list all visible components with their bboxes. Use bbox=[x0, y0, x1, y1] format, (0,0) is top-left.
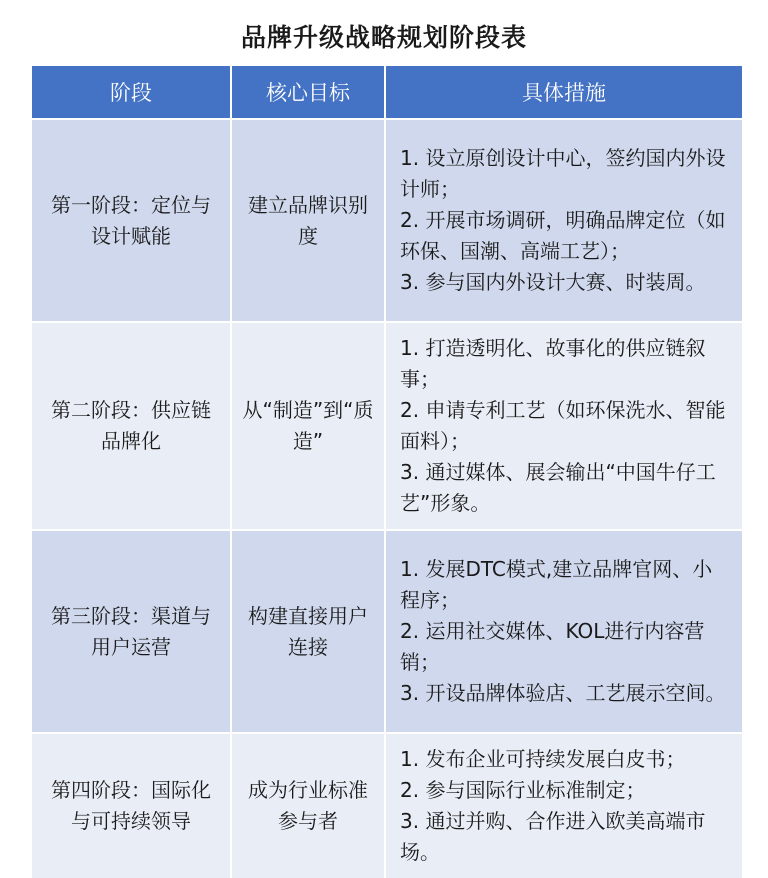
goal-cell: 从“制造”到“质造” bbox=[231, 322, 385, 530]
table-row bbox=[32, 322, 742, 530]
measure-item: 2. 参与国际行业标准制定； bbox=[400, 778, 646, 802]
measure-item: 3. 参与国内外设计大赛、时装周。 bbox=[400, 270, 706, 294]
measures-cell bbox=[385, 733, 742, 878]
header-stage: 阶段 bbox=[32, 66, 231, 119]
measures-cell bbox=[385, 530, 742, 733]
measure-item: 2. 开展市场调研，明确品牌定位（如环保、国潮、高端工艺）； bbox=[400, 208, 726, 263]
measures-cell bbox=[385, 322, 742, 530]
measure-item: 3. 开设品牌体验店、工艺展示空间。 bbox=[400, 681, 726, 705]
header-goal: 核心目标 bbox=[231, 66, 385, 119]
table-row bbox=[32, 119, 742, 322]
goal-cell: 建立品牌识别度 bbox=[231, 119, 385, 322]
table-row bbox=[32, 530, 742, 733]
measure-item: 1. 发布企业可持续发展白皮书； bbox=[400, 747, 686, 771]
stage-cell: 第二阶段：供应链品牌化 bbox=[32, 322, 231, 530]
table-row bbox=[32, 733, 742, 878]
measure-item: 2. 运用社交媒体、KOL进行内容营销； bbox=[400, 619, 705, 674]
measure-item: 2. 申请专利工艺（如环保洗水、智能面料）； bbox=[400, 398, 726, 453]
measure-item: 3. 通过并购、合作进入欧美高端市场。 bbox=[400, 809, 706, 864]
measure-item: 1. 发展DTC模式,建立品牌官网、小程序； bbox=[400, 557, 713, 612]
goal-cell: 构建直接用户连接 bbox=[231, 530, 385, 733]
measure-item: 1. 打造透明化、故事化的供应链叙事； bbox=[400, 336, 706, 391]
strategy-table bbox=[32, 66, 742, 878]
stage-cell: 第四阶段：国际化与可持续领导 bbox=[32, 733, 231, 878]
goal-cell: 成为行业标准参与者 bbox=[231, 733, 385, 878]
stage-cell: 第三阶段：渠道与用户运营 bbox=[32, 530, 231, 733]
header-measures: 具体措施 bbox=[385, 66, 742, 119]
measures-cell bbox=[385, 119, 742, 322]
table-header-row bbox=[32, 66, 742, 119]
measure-item: 3. 通过媒体、展会输出“中国牛仔工艺”形象。 bbox=[400, 460, 716, 515]
measure-item: 1. 设立原创设计中心，签约国内外设计师； bbox=[400, 146, 726, 201]
page-title: 品牌升级战略规划阶段表 bbox=[240, 23, 527, 52]
stage-cell: 第一阶段：定位与设计赋能 bbox=[32, 119, 231, 322]
